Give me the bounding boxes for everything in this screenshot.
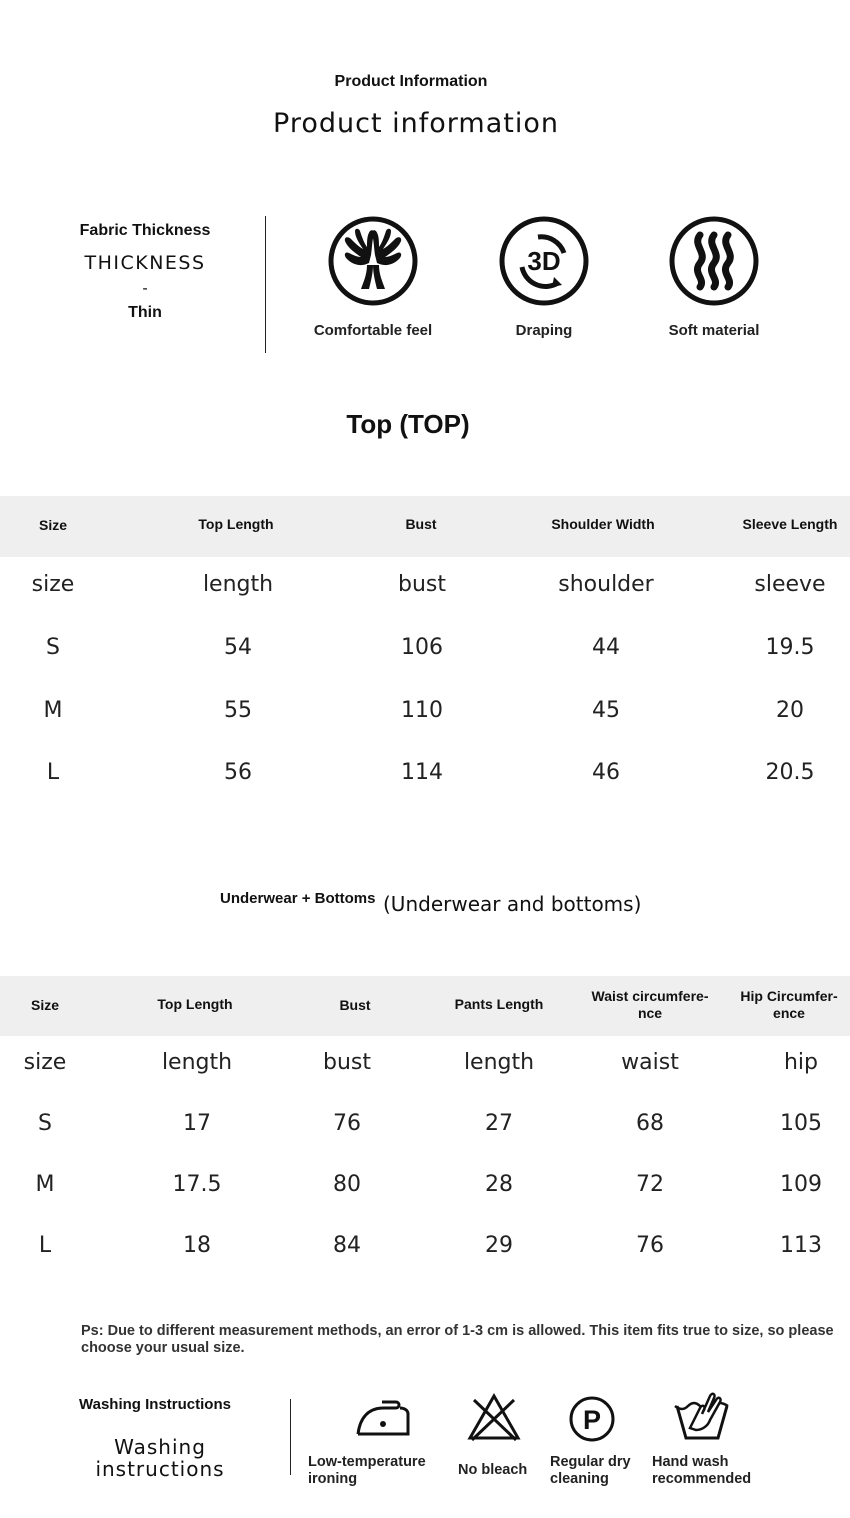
bottoms-table-header (0, 976, 850, 1036)
table-cell: 28 (485, 1172, 513, 1197)
table-cell: 44 (592, 635, 620, 660)
table-row (0, 760, 850, 800)
table-cell: waist (621, 1050, 679, 1075)
care-label: No bleach (458, 1462, 528, 1478)
fabric-separator: - (142, 280, 148, 297)
fabric-thickness-title: Fabric Thickness (79, 222, 211, 239)
feature-label: Comfortable feel (313, 322, 433, 339)
care-item-dry-clean (550, 1392, 650, 1488)
table-cell: 45 (592, 698, 620, 723)
care-label: Regular dry cleaning (550, 1454, 631, 1487)
table-cell: hip (783, 1050, 819, 1075)
bottoms-table-title (0, 884, 850, 924)
table-cell: 18 (183, 1233, 211, 1258)
top-table-header (0, 496, 850, 557)
care-label: Low-temperature ironing (308, 1454, 426, 1487)
table-cell: 110 (401, 698, 443, 723)
iron-icon (352, 1392, 412, 1444)
table-cell: M (35, 1172, 55, 1197)
column-header: Size (30, 997, 59, 1013)
table-cell: M (43, 698, 63, 723)
table-cell: 105 (780, 1111, 822, 1136)
table-cell: S (38, 1111, 52, 1136)
table-cell: 29 (485, 1233, 513, 1258)
table-cell: 17.5 (172, 1172, 222, 1197)
table-row (0, 635, 850, 675)
table-cell: 20.5 (765, 760, 815, 785)
table-cell: 19.5 (765, 635, 815, 660)
table-cell: length (202, 572, 274, 597)
table-row (0, 698, 850, 738)
bottoms-title-bold: Underwear + Bottoms (220, 890, 376, 907)
table-cell: 72 (636, 1172, 664, 1197)
table-cell: 84 (333, 1233, 361, 1258)
table-cell: L (46, 760, 60, 785)
washing-title: Washing Instructions (79, 1396, 231, 1413)
table-cell: 76 (636, 1233, 664, 1258)
fabric-thickness-title-en: THICKNESS (84, 252, 206, 274)
column-header: Size (38, 517, 67, 533)
table-cell: size (23, 1050, 67, 1075)
column-header: Bust (339, 997, 371, 1013)
column-header: Waist circumfere- nce (591, 988, 709, 1021)
column-header: Top Length (198, 516, 274, 532)
table-row (0, 1172, 850, 1212)
bottoms-title-en: (Underwear and bottoms) (383, 892, 642, 916)
feature-label: Draping (515, 322, 573, 339)
top-table-title: Top (TOP) (346, 409, 470, 439)
svg-text:P: P (582, 1405, 602, 1435)
feature-soft-material (644, 215, 784, 339)
table-cell: 54 (224, 635, 252, 660)
dry-clean-icon (564, 1392, 624, 1444)
svg-text:3D: 3D (527, 246, 561, 276)
column-header: Top Length (157, 996, 233, 1012)
care-item-hand-wash (652, 1392, 772, 1488)
column-header: Sleeve Length (742, 516, 838, 532)
table-cell: S (46, 635, 60, 660)
table-row (0, 1111, 850, 1151)
table-cell: 76 (333, 1111, 361, 1136)
column-header: Pants Length (454, 996, 544, 1012)
care-label: Hand wash recommended (652, 1454, 752, 1487)
table-cell: length (463, 1050, 535, 1075)
care-item-ironing (308, 1392, 438, 1488)
fabric-thickness-value: Thin (128, 304, 162, 321)
3d-rotate-icon (498, 215, 590, 307)
table-cell: sleeve (754, 572, 826, 597)
table-cell: 80 (333, 1172, 361, 1197)
table-cell: shoulder (558, 572, 654, 597)
table-cell: 17 (183, 1111, 211, 1136)
table-cell: 46 (592, 760, 620, 785)
fabric-thickness-block (50, 222, 240, 322)
table-cell: 27 (485, 1111, 513, 1136)
feature-label: Soft material (668, 322, 760, 339)
column-header: Hip Circumfer- ence (740, 988, 838, 1021)
waves-icon (668, 215, 760, 307)
table-row (0, 572, 850, 612)
feature-comfortable (303, 215, 443, 339)
table-cell: 106 (401, 635, 443, 660)
hands-icon (327, 215, 419, 307)
divider (290, 1399, 291, 1475)
size-note: Ps: Due to different measurement methods, an error of 1-3 cm is allowed. This item fits true to size, so please choose your usual size. (81, 1323, 834, 1356)
table-cell: 20 (776, 698, 804, 723)
table-cell: length (161, 1050, 233, 1075)
table-cell: bust (398, 572, 446, 597)
divider (265, 216, 266, 353)
table-cell: bust (323, 1050, 371, 1075)
table-cell: 114 (401, 760, 443, 785)
column-header: Bust (405, 516, 437, 532)
table-row (0, 1050, 850, 1090)
hand-wash-icon (672, 1392, 732, 1444)
column-header: Shoulder Width (551, 516, 655, 532)
washing-title-en: Washing instructions (95, 1435, 225, 1481)
section-title-small: Product Information (334, 73, 488, 90)
table-cell: 68 (636, 1111, 664, 1136)
table-cell: 109 (780, 1172, 822, 1197)
no-bleach-icon (466, 1392, 526, 1444)
table-cell: size (31, 572, 75, 597)
table-cell: 113 (780, 1233, 822, 1258)
table-row (0, 1233, 850, 1273)
table-cell: 56 (224, 760, 252, 785)
table-cell: L (38, 1233, 52, 1258)
table-cell: 55 (224, 698, 252, 723)
care-item-no-bleach (458, 1392, 548, 1479)
section-title: Product information (273, 108, 559, 139)
feature-draping (474, 215, 614, 339)
